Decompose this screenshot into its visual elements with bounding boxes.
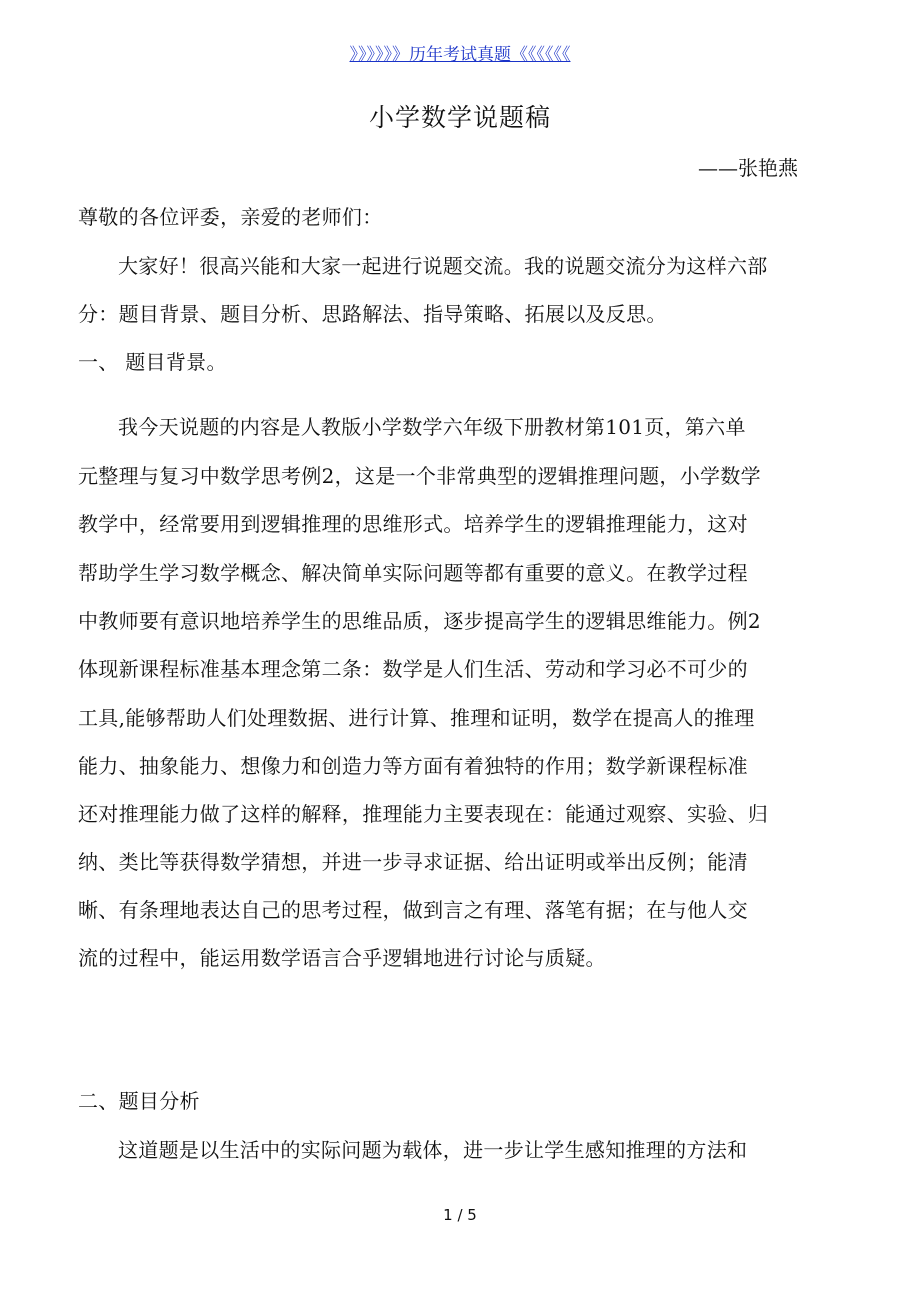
- paragraph-line: 工具,能够帮助人们处理数据、进行计算、推理和证明，数学在提高人的推理: [78, 706, 755, 730]
- section-heading: 一、 题目背景。: [78, 350, 227, 374]
- paragraph-line: 教学中，经常要用到逻辑推理的思维形式。培养学生的逻辑推理能力，这对: [78, 512, 748, 536]
- page-number: 1 / 5: [443, 1206, 477, 1224]
- exam-questions-link[interactable]: 》》》》》》历年考试真题《《《《《《: [349, 45, 571, 65]
- paragraph-line: 元整理与复习中数学思考例2，这是一个非常典型的逻辑推理问题，小学数学: [78, 464, 761, 488]
- section-heading: 二、题目分析: [78, 1089, 200, 1113]
- paragraph-line: 还对推理能力做了这样的解释，推理能力主要表现在：能通过观察、实验、归: [78, 802, 769, 826]
- paragraph-line: 我今天说题的内容是人教版小学数学六年级下册教材第101页，第六单: [118, 415, 746, 439]
- paragraph-line: 这道题是以生活中的实际问题为载体，进一步让学生感知推理的方法和: [118, 1138, 748, 1162]
- paragraph-line: 晰、有条理地表达自己的思考过程，做到言之有理、落笔有据；在与他人交: [78, 898, 748, 922]
- intro-line: 分：题目背景、题目分析、思路解法、指导策略、拓展以及反思。: [78, 302, 667, 326]
- author-line: ——张艳燕: [698, 156, 798, 180]
- intro-line: 大家好！很高兴能和大家一起进行说题交流。我的说题交流分为这样六部: [118, 254, 768, 278]
- paragraph-line: 纳、类比等获得数学猜想，并进一步寻求证据、给出证明或举出反例；能清: [78, 850, 748, 874]
- paragraph-line: 帮助学生学习数学概念、解决简单实际问题等都有重要的意义。在教学过程: [78, 561, 748, 585]
- paragraph-line: 能力、抽象能力、想像力和创造力等方面有着独特的作用；数学新课程标准: [78, 754, 748, 778]
- paragraph-line: 中教师要有意识地培养学生的思维品质，逐步提高学生的逻辑思维能力。例2: [78, 609, 761, 633]
- document-title: 小学数学说题稿: [368, 103, 551, 132]
- greeting: 尊敬的各位评委，亲爱的老师们：: [78, 205, 383, 229]
- paragraph-line: 体现新课程标准基本理念第二条：数学是人们生活、劳动和学习必不可少的: [78, 657, 748, 681]
- paragraph-line: 流的过程中，能运用数学语言合乎逻辑地进行讨论与质疑。: [78, 946, 606, 970]
